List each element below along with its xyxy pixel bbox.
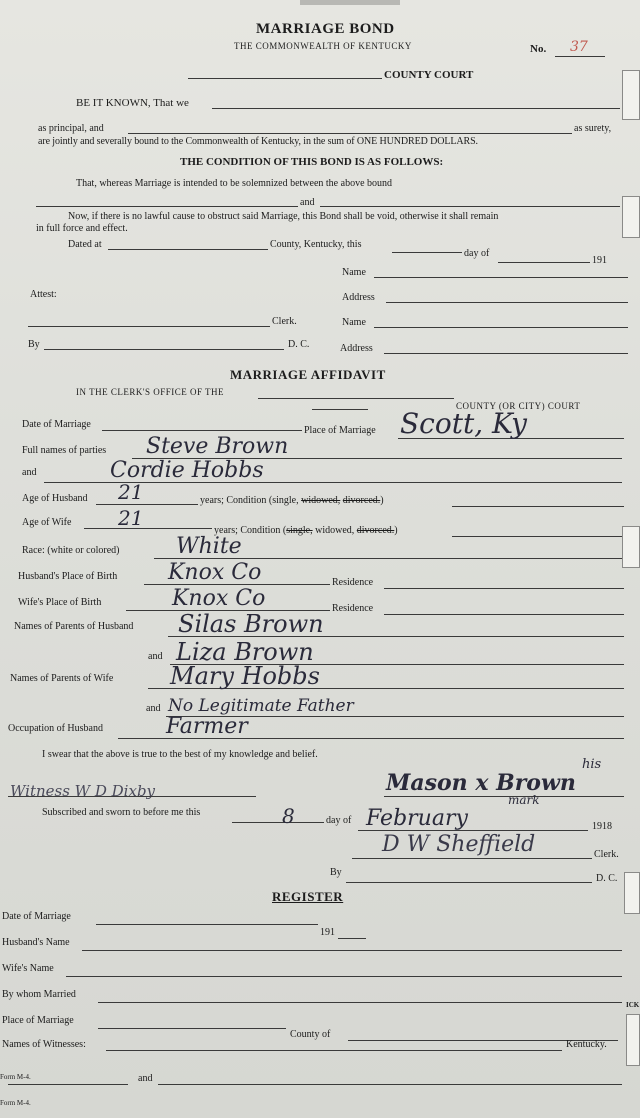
register-by-whom-married: By whom Married: [2, 989, 76, 1000]
sworn-day-handwriting: 8: [282, 804, 295, 828]
top-torn-edge: [300, 0, 400, 5]
affidavit-year: 1918: [592, 821, 612, 832]
bond-year-191: 191: [592, 255, 607, 266]
widowed-struck: widowed,: [301, 495, 341, 506]
bond-by: By: [28, 339, 40, 350]
county-kentucky-this: County, Kentucky, this: [270, 239, 362, 250]
widowed-text: widowed,: [315, 525, 355, 536]
office-line: [258, 398, 454, 399]
wife-residence: Residence: [332, 603, 374, 614]
years-condition-text: years; Condition (: [200, 495, 273, 506]
wife-residence-line: [384, 614, 624, 615]
wife-condition-line: [452, 536, 624, 537]
affidavit-by: By: [330, 867, 342, 878]
wife-name-handwriting: Cordie Hobbs: [110, 458, 264, 483]
occupation-of-husband: Occupation of Husband: [8, 723, 103, 734]
month-line: [498, 262, 590, 263]
signature-mark: mark: [508, 793, 540, 807]
age-wife-line: [84, 528, 212, 529]
affidavit-day-of: day of: [326, 815, 352, 826]
swear-statement: I swear that the above is true to the best of my knowledge and belief.: [42, 749, 318, 760]
signature-his: his: [582, 757, 602, 772]
years-condition-text: years; Condition (: [214, 525, 287, 536]
affidavit-county-court: COUNTY (OR CITY) COURT: [456, 401, 581, 411]
race-handwriting: White: [176, 534, 242, 559]
county-line: [188, 78, 382, 79]
place-handwriting: Scott, Ky: [400, 407, 527, 440]
divorced-struck: divorced.: [356, 525, 395, 536]
age-wife-handwriting: 21: [118, 506, 144, 530]
by-line: [44, 349, 284, 350]
signature-handwriting: Mason x Brown: [386, 770, 576, 796]
signature-line: [384, 796, 624, 797]
sworn-month-handwriting: February: [366, 806, 468, 831]
register-wifes-name: Wife's Name: [2, 963, 54, 974]
husband-name-handwriting: Steve Brown: [146, 434, 289, 459]
office-short-line: [312, 409, 368, 410]
wife-birth-handwriting: Knox Co: [172, 586, 266, 611]
parents-of-wife: Names of Parents of Wife: [10, 673, 114, 684]
margin-clip-bottom: [626, 1014, 640, 1066]
parents-husband-and: and: [148, 651, 163, 662]
witness-line: [8, 796, 256, 797]
be-it-known: BE IT KNOWN, That we: [76, 97, 189, 109]
name-1: Name: [342, 267, 366, 278]
age-husband-line: [96, 504, 198, 505]
party2-line: [320, 206, 620, 207]
race-label: Race: (white or colored): [22, 545, 120, 556]
register-county-of: County of: [290, 1029, 331, 1040]
address-1: Address: [342, 292, 375, 303]
margin-clip-lower: [624, 872, 640, 914]
attest: Attest:: [30, 289, 57, 300]
bond-day-of: day of: [464, 248, 490, 259]
husband-birth-handwriting: Knox Co: [168, 560, 262, 585]
register-year-191: 191: [320, 927, 335, 938]
margin-clip-top: [622, 70, 640, 120]
register-place-line: [98, 1028, 286, 1029]
clerk-signature-handwriting: D W Sheffield: [382, 832, 536, 857]
margin-tab-text: ICK: [626, 1001, 640, 1009]
condition-heading: THE CONDITION OF THIS BOND IS AS FOLLOWS:: [180, 156, 444, 168]
husband-place-of-birth: Husband's Place of Birth: [18, 571, 118, 582]
name-2-line: [374, 327, 628, 328]
register-and: and: [138, 1073, 153, 1084]
age-husband-handwriting: 21: [118, 480, 144, 504]
parents-of-husband: Names of Parents of Husband: [14, 621, 134, 632]
husband-condition-line: [452, 506, 624, 507]
address-1-line: [386, 302, 628, 303]
bond-title: MARRIAGE BOND: [256, 21, 395, 37]
form-number-bottom: Form M-4.: [0, 1099, 31, 1107]
date-of-marriage-line: [102, 430, 302, 431]
name-1-line: [374, 277, 628, 278]
bond-county-court: COUNTY COURT: [384, 69, 474, 81]
register-year-line: [338, 938, 366, 939]
margin-clip-upper: [622, 196, 640, 238]
as-principal: as principal, and: [38, 123, 104, 134]
affidavit-dc: D. C.: [596, 873, 618, 884]
name-2: Name: [342, 317, 366, 328]
register-wife-line: [66, 976, 622, 977]
bond-subtitle: THE COMMONWEALTH OF KENTUCKY: [234, 41, 412, 51]
register-place-of-marriage: Place of Marriage: [2, 1015, 74, 1026]
husband-mother-handwriting: Liza Brown: [176, 638, 314, 666]
wife-father-handwriting: No Legitimate Father: [168, 696, 354, 716]
register-date-of-marriage: Date of Marriage: [2, 911, 71, 922]
register-and-line: [158, 1084, 622, 1085]
register-husband-line: [82, 950, 622, 951]
register-witness-line: [106, 1050, 562, 1051]
form-number: Form M-4.: [0, 1073, 31, 1081]
affidavit-clerk: Clerk.: [594, 849, 619, 860]
register-witnesses: Names of Witnesses:: [2, 1039, 86, 1050]
affidavit-and: and: [22, 467, 37, 478]
surety-line: [128, 133, 572, 134]
now-if: Now, if there is no lawful cause to obstruct said Marriage, this Bond shall be void, otherwise it shall remain: [68, 211, 499, 222]
affidavit-by-line: [346, 882, 592, 883]
bond-number-label: No.: [530, 43, 547, 55]
day-line: [392, 252, 462, 253]
bond-and: and: [300, 197, 315, 208]
single-text: single,: [272, 495, 299, 506]
close-paren: ): [380, 495, 384, 506]
affidavit-title: MARRIAGE AFFIDAVIT: [230, 367, 386, 382]
principal-line: [212, 108, 620, 109]
dated-at-line: [108, 249, 268, 250]
register-date-line: [96, 924, 318, 925]
address-2: Address: [340, 343, 373, 354]
bond-dc: D. C.: [288, 339, 310, 350]
witness-handwriting: Witness W D Dixby: [10, 782, 156, 800]
age-of-wife: Age of Wife: [22, 517, 72, 528]
husband-residence: Residence: [332, 577, 374, 588]
close-paren: ): [394, 525, 398, 536]
occupation-handwriting: Farmer: [166, 714, 248, 739]
register-title: REGISTER: [272, 889, 344, 904]
register-kentucky: Kentucky.: [566, 1039, 607, 1050]
dated-at: Dated at: [68, 239, 102, 250]
register-by-whom-line: [98, 1002, 622, 1003]
full-force: in full force and effect.: [36, 223, 128, 234]
husband-residence-line: [384, 588, 624, 589]
date-of-marriage: Date of Marriage: [22, 419, 91, 430]
in-clerks-office: IN THE CLERK'S OFFICE OF THE: [76, 387, 225, 397]
register-husbands-name: Husband's Name: [2, 937, 70, 948]
margin-clip-middle: [622, 526, 640, 568]
bond-number-line: [555, 56, 605, 57]
divorced-struck: divorced.: [342, 495, 381, 506]
bond-clerk: Clerk.: [272, 316, 297, 327]
full-names-label: Full names of parties: [22, 445, 107, 456]
jointly-bound: are jointly and severally bound to the Commonwealth of Kentucky, in the sum of ONE HUNDRED DOLLARS.: [38, 136, 478, 147]
parents-wife-and: and: [146, 703, 161, 714]
wife-mother-handwriting: Mary Hobbs: [170, 662, 320, 690]
party1-line: [36, 206, 298, 207]
as-surety: as surety,: [574, 123, 612, 134]
bond-number-value: 37: [570, 39, 588, 55]
husband-condition: [200, 496, 384, 506]
sworn-day-line: [232, 822, 324, 823]
wife-place-of-birth: Wife's Place of Birth: [18, 597, 102, 608]
affidavit-clerk-line: [352, 858, 592, 859]
husband-father-handwriting: Silas Brown: [178, 610, 324, 638]
single-struck: single,: [286, 525, 313, 536]
address-2-line: [384, 353, 628, 354]
place-of-marriage: Place of Marriage: [304, 425, 376, 436]
subscribed-sworn: Subscribed and sworn to before me this: [42, 807, 201, 818]
clerk-line: [28, 326, 270, 327]
age-of-husband: Age of Husband: [22, 493, 88, 504]
register-witness2-line: [8, 1084, 128, 1085]
whereas: That, whereas Marriage is intended to be solemnized between the above bound: [76, 178, 393, 189]
